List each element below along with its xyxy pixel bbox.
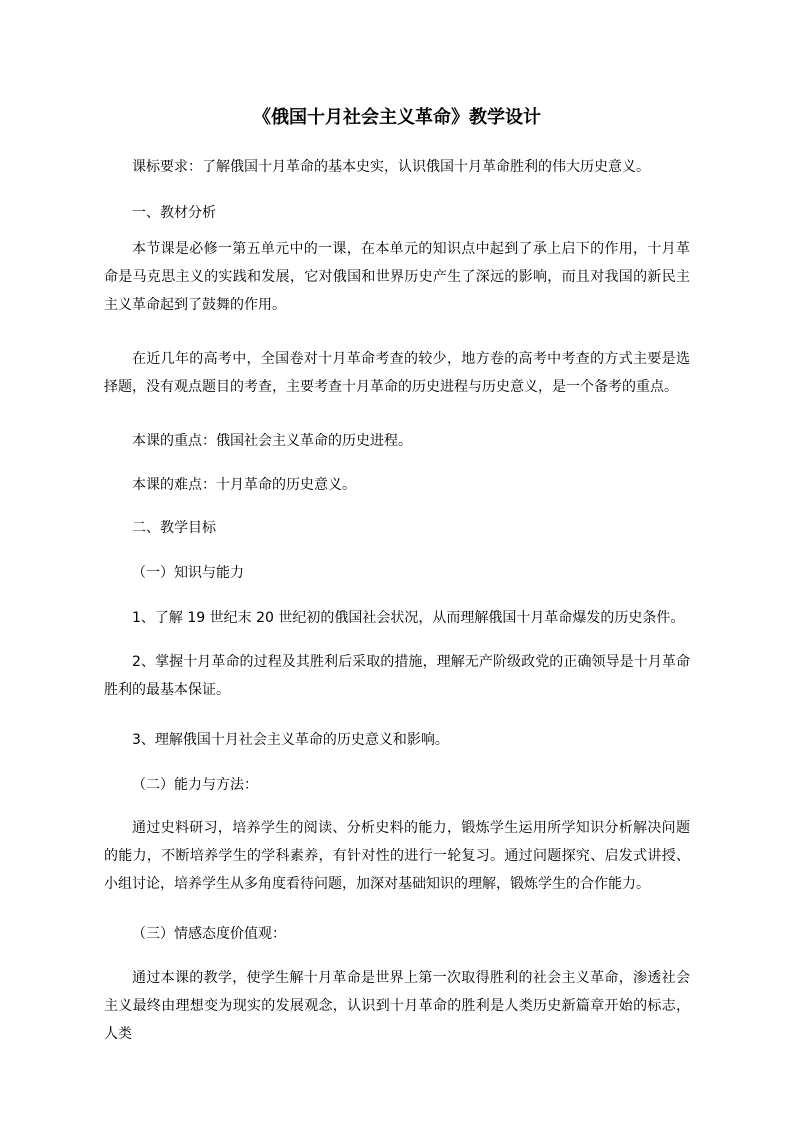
textbook-analysis-paragraph-2: 在近几年的高考中，全国卷对十月革命考查的较少，地方卷的高考中考查的方式主要是选择题，没有观点题目的考查，主要考查十月革命的历史进程与历史意义，是一个备考的重点。: [104, 351, 690, 395]
key-point: 本课的重点：俄国社会主义革命的历史进程。: [132, 433, 412, 449]
difficult-point: 本课的难点：十月革命的历史意义。: [132, 477, 356, 493]
subheading-knowledge-ability: （一）知识与能力: [132, 565, 244, 581]
ability-method-paragraph: 通过史料研习，培养学生的阅读、分析史料的能力，锻炼学生运用所学知识分析解决问题的能力，不断培养学生的学科素养，有针对性的进行一轮复习。通过问题探究、启发式讲授、小组讨论，培养学生从多角度看待问题，加深对基础知识的理解，锻炼学生的合作能力。: [104, 820, 690, 892]
objective-item-3: 3、理解俄国十月社会主义革命的历史意义和影响。: [132, 732, 449, 748]
section-heading-teaching-objectives: 二、教学目标: [132, 520, 216, 536]
textbook-analysis-paragraph-1: 本节课是必修一第五单元中的一课，在本单元的知识点中起到了承上启下的作用，十月革命是马克思主义的实践和发展，它对俄国和世界历史产生了深远的影响，而且对我国的新民主主义革命起到了鼓舞的作用。: [104, 241, 690, 313]
objective-item-1: 1、了解 19 世纪末 20 世纪初的俄国社会状况，从而理解俄国十月革命爆发的历史条件。: [132, 610, 685, 626]
section-heading-textbook-analysis: 一、教材分析: [132, 205, 216, 221]
objective-item-2: 2、掌握十月革命的过程及其胜利后采取的措施，理解无产阶级政党的正确领导是十月革命胜利的最基本保证。: [104, 654, 690, 698]
subheading-emotion-values: （三）情感态度价值观：: [132, 926, 286, 942]
curriculum-requirement: 课标要求：了解俄国十月革命的基本史实，认识俄国十月革命胜利的伟大历史意义。: [132, 159, 650, 175]
document-title: 《俄国十月社会主义革命》教学设计: [253, 107, 541, 128]
emotion-values-paragraph: 通过本课的教学，使学生解十月革命是世界上第一次取得胜利的社会主义革命，渗透社会主义最终由理想变为现实的发展观念，认识到十月革命的胜利是人类历史新篇章开始的标志，人类: [104, 970, 690, 1042]
subheading-ability-method: （二）能力与方法：: [132, 777, 258, 793]
